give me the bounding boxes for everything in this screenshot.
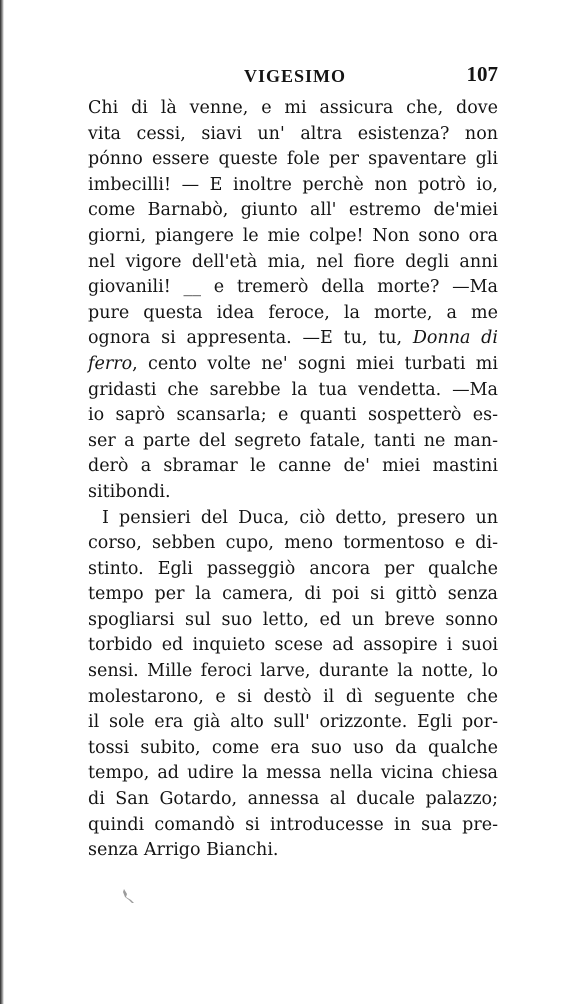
text-line: Chi di là venne, e mi assicura che, dove	[88, 98, 498, 118]
text-line: giorni, piangere le mie colpe! Non sono ora	[88, 225, 498, 246]
italic-title-fragment: Donna di	[412, 328, 498, 349]
text-line: sensi. Mille feroci larve, durante la notte, lo	[88, 661, 498, 682]
text-line: stinto. Egli passeggiò ancora per qualche	[88, 558, 498, 579]
text-line: torbido ed inquieto scese ad assopire i suoi	[88, 635, 498, 656]
page-header	[88, 60, 498, 96]
ink-smudge-mark	[122, 888, 136, 904]
text-line: pónno essere queste fole per spaventare gli	[88, 149, 498, 170]
text-line: giovanili! __ e tremerò della morte? —Ma	[88, 277, 498, 298]
page-body	[88, 96, 498, 864]
text-line: tossi subito, come era suo uso da qualche	[88, 737, 498, 758]
italic-title-fragment: ferro	[88, 353, 133, 374]
text-line: quindi comandò si introducesse in sua pre-	[88, 814, 498, 835]
text-line: vita cessi, siavi un' altra esistenza? non	[88, 123, 498, 144]
page-edge-shadow	[0, 0, 4, 1004]
text-line-with-italic	[88, 352, 498, 378]
text-line: spogliarsi sul suo letto, ed un breve sonno	[88, 609, 498, 630]
text-line: pure questa idea feroce, la morte, a me	[88, 302, 498, 323]
text-line-with-italic	[88, 326, 498, 352]
text-segment: , cento volte ne' sogni miei turbati mi	[132, 353, 498, 374]
text-line: io saprò scansarla; e quanti sospetterò es-	[88, 405, 498, 426]
text-line: ser a parte del segreto fatale, tanti ne man-	[88, 430, 498, 451]
text-line: tempo, ad udire la messa nella vicina chiesa	[88, 763, 498, 784]
text-line: il sole era già alto sull' orizzonte. Egli por-	[88, 712, 498, 733]
text-line: nel vigore dell'età mia, nel fiore degli anni	[88, 251, 498, 272]
page-number: 107	[466, 62, 498, 86]
text-line: corso, sebben cupo, meno tormentoso e di-	[88, 533, 498, 554]
text-line: di San Gotardo, annessa al ducale palazzo;	[88, 789, 498, 810]
text-line: come Barnabò, giunto all' estremo de'miei	[88, 200, 498, 221]
text-line: molestarono, e si destò il dì seguente che	[88, 686, 498, 707]
text-line: tempo per la camera, di poi si gittò senza	[88, 584, 498, 605]
text-line-paragraph-start: I pensieri del Duca, ciò detto, presero un	[102, 507, 498, 528]
text-segment: ognora si appresenta. —E tu, tu,	[88, 328, 403, 349]
text-line: gridasti che sarebbe la tua vendetta. —Ma	[88, 379, 498, 400]
text-line-paragraph-end: sitibondi.	[88, 481, 171, 502]
text-line: imbecilli! — E inoltre perchè non potrò io,	[88, 174, 498, 195]
text-line: derò a sbramar le canne de' miei mastini	[88, 456, 498, 477]
running-head: VIGESIMO	[244, 66, 347, 86]
text-line-paragraph-end: senza Arrigo Bianchi.	[88, 840, 279, 861]
